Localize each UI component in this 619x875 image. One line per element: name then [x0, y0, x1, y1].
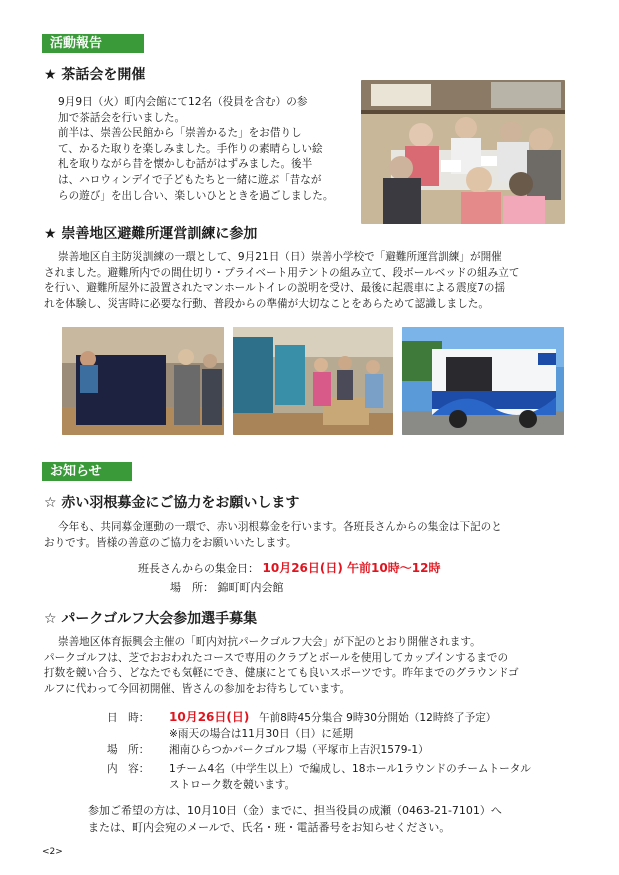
golf-time-date: 10月26日(日) [169, 710, 250, 724]
drill-photo-partition [62, 327, 224, 435]
donation-place-label: 場 所： [170, 581, 214, 594]
donation-date-row [138, 561, 440, 577]
golf-content-label: 内 容： [107, 763, 150, 775]
tea-party-photo [361, 80, 565, 224]
donation-text: 今年も、共同募金運動の一環で、赤い羽根募金を行います。各班長さんからの集金は下記のと おりです。皆様の善意のご協力をお願いいたします。 [44, 521, 502, 549]
golf-place-value: 湘南ひらつかパークゴルフ場（平塚市上吉沢1579-1） [169, 744, 429, 756]
notice-banner: お知らせ [42, 462, 132, 481]
drill-photo-earthquake-truck [402, 327, 564, 435]
report-banner: 活動報告 [42, 34, 144, 53]
golf-place-label: 場 所： [107, 744, 150, 756]
golf-apply-line1: 参加ご希望の方は、10月10日（金）までに、担当役員の成瀬（0463-21-7101）へ [88, 804, 502, 817]
page-number: <2> [42, 847, 63, 857]
golf-time-label: 日 時： [107, 712, 150, 724]
golf-content-line2: ストローク数を競います。 [169, 779, 296, 791]
donation-date-value: 10月26日(日) 午前10時～12時 [262, 561, 441, 575]
golf-apply-line2: または、町内会宛のメールで、氏名・班・電話番号をお知らせください。 [88, 821, 451, 834]
golf-text: 崇善地区体育振興会主催の「町内対抗パークゴルフ大会」が下記のとおり開催されます。 パークゴルフは、芝でおおわれたコースで専用のクラブとボールを使用してカップインするまでの 打数を競い合う、どなたでも気軽にでき、健康にとても良いスポーツです。昨年までのグラウンドゴ ルフに代わって今回初開催、皆さんの参加をお待ちしています。 [44, 636, 519, 695]
donation-place-row [170, 580, 284, 596]
donation-place-value: 錦町町内会館 [217, 581, 284, 594]
golf-content-line1: 1チーム4名（中学生以上）で編成し、18ホール1ラウンドのチームトータル [169, 763, 531, 775]
donation-heading: ☆ 赤い羽根募金にご協力をお願いします [44, 495, 300, 511]
golf-heading: ☆ パークゴルフ大会参加選手募集 [44, 611, 258, 627]
tea-party-text: 9月9日（火）町内会館にて12名（役員を含む）の参 加で茶話会を行いました。 前半は、崇善公民館から「崇善かるた」をお借りし て、かるた取りを楽しみました。手作りの素晴らしい絵 札を取りながら昔を懐かしむ話がはずみました。後半 は、ハロウィンデイで子どもたちと一緒に遊ぶ「昔なが らの遊び」を出し合い、楽しいひとときを過ごしました。 [58, 96, 334, 202]
drill-photo-tents [233, 327, 393, 435]
drill-text: 崇善地区自主防災訓練の一環として、9月21日（日）崇善小学校で「避難所運営訓練」が開催 されました。避難所内での間仕切り・プライベート用テントの組み立て、段ボールベッドの組み立て を行い、避難所屋外に設置されたマンホールトイレの説明を受け、最後に起震車による震度7の揺 れを体験し、災害時に必要な行動、普段からの準備が大切なことをあらためて認識しました。 [44, 251, 520, 310]
golf-time-detail: 午前8時45分集合 9時30分開始（12時終了予定） [259, 712, 497, 724]
golf-rain-note: ※雨天の場合は11月30日（日）に延期 [169, 728, 354, 740]
drill-heading: ★ 崇善地区避難所運営訓練に参加 [44, 226, 258, 242]
donation-date-label: 班長さんからの集金日： [138, 562, 259, 575]
tea-party-heading: ★ 茶話会を開催 [44, 67, 146, 83]
